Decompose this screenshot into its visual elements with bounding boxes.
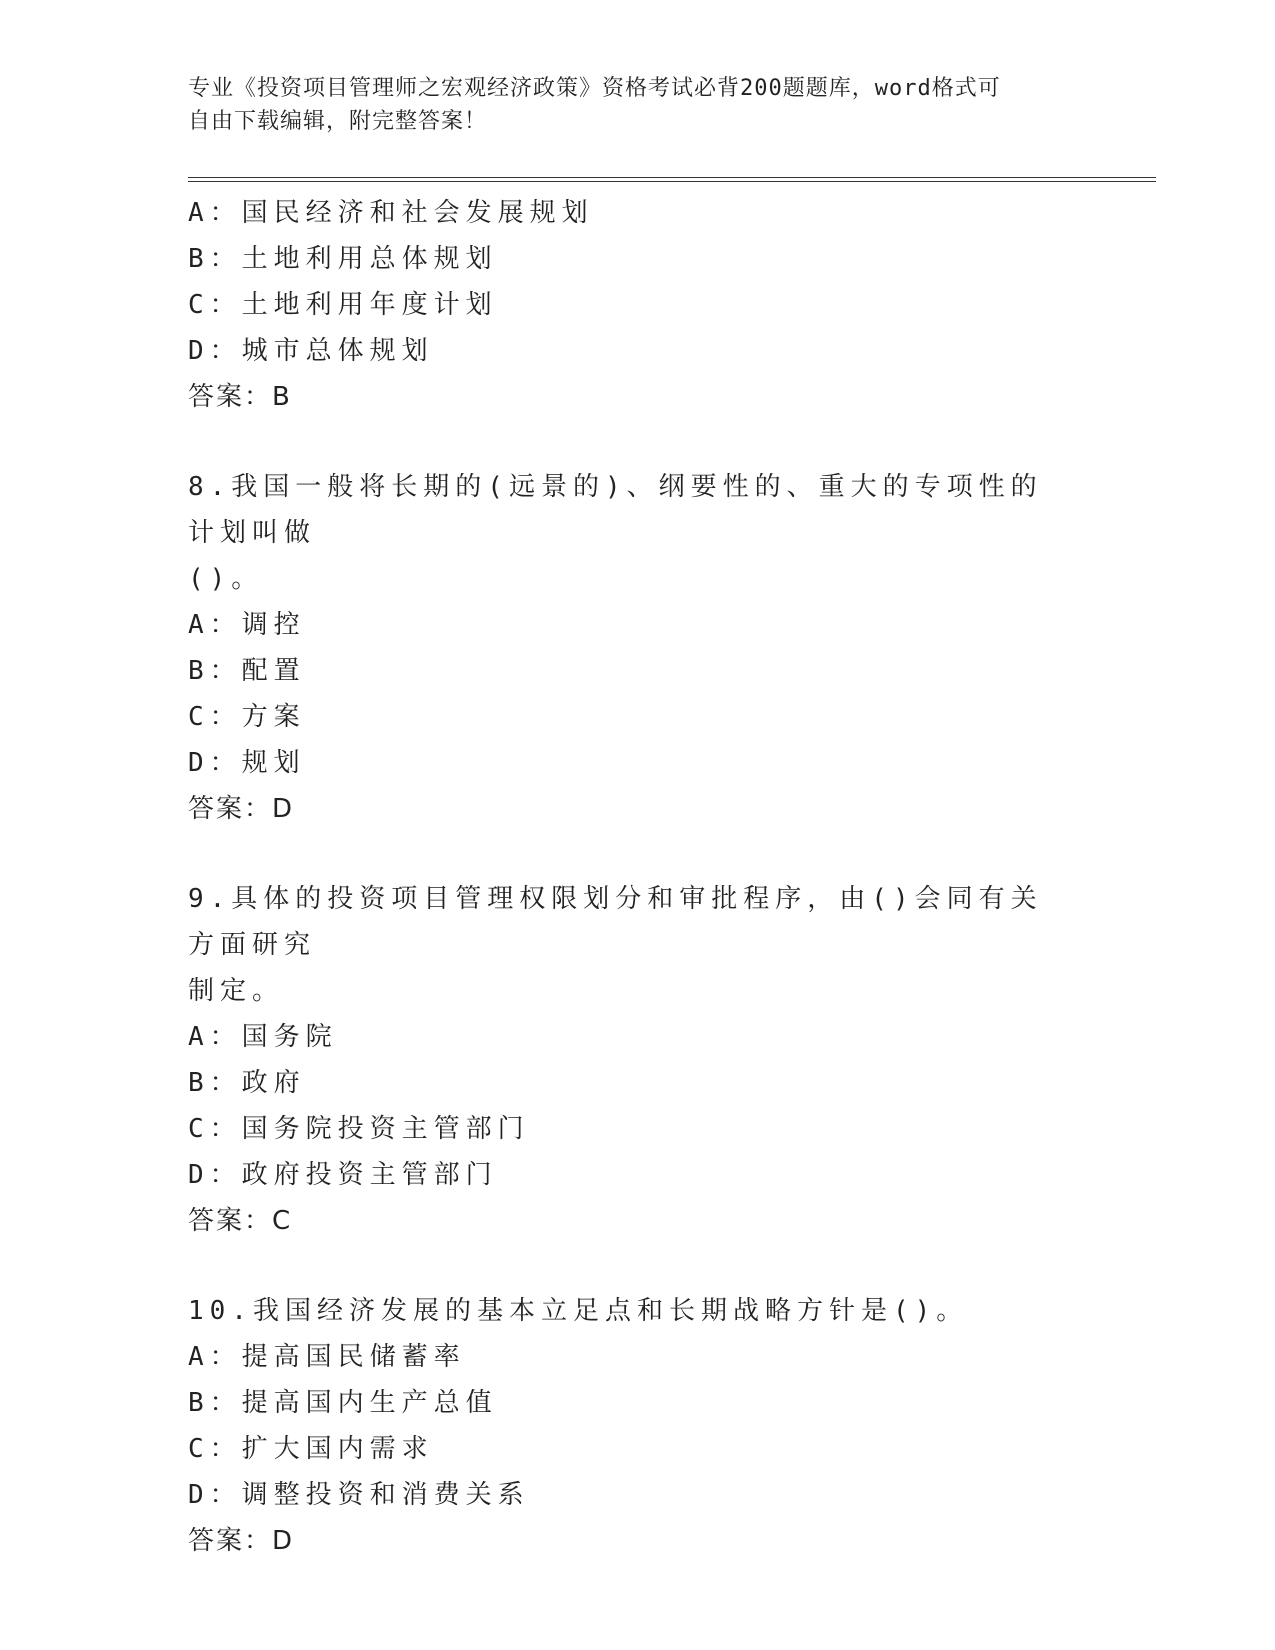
option-a: A：国务院	[188, 1022, 338, 1052]
option-c: C：土地利用年度计划	[188, 290, 498, 320]
option-d: D：政府投资主管部门	[188, 1160, 498, 1190]
header-line-2: 自由下载编辑，附完整答案！	[188, 109, 488, 134]
question-stem-line-1: 9.具体的投资项目管理权限划分和审批程序，由()会同有关方面研究	[188, 884, 1043, 960]
question-stem-line-1: 8.我国一般将长期的(远景的)、纲要性的、重大的专项性的计划叫做	[188, 472, 1043, 548]
question-stem-line-1: 10.我国经济发展的基本立足点和长期战略方针是()。	[188, 1296, 969, 1326]
question-10	[188, 1288, 1068, 1564]
option-d: D：调整投资和消费关系	[188, 1480, 530, 1510]
question-stem-line-2: 制定。	[188, 976, 285, 1006]
option-d: D：城市总体规划	[188, 336, 434, 366]
option-a: A：国民经济和社会发展规划	[188, 198, 594, 228]
answer: 答案：B	[188, 382, 292, 412]
question-list	[188, 190, 1068, 1564]
option-a: A：提高国民储蓄率	[188, 1342, 466, 1372]
header-line-1: 专业《投资项目管理师之宏观经济政策》资格考试必背200题题库，word格式可	[188, 76, 1001, 101]
option-b: B：配置	[188, 656, 306, 686]
question-9	[188, 876, 1068, 1244]
option-d: D：规划	[188, 748, 306, 778]
option-b: B：土地利用总体规划	[188, 244, 498, 274]
option-a: A：调控	[188, 610, 306, 640]
option-b: B：提高国内生产总值	[188, 1388, 498, 1418]
spacer	[188, 1244, 1068, 1288]
document-header	[188, 72, 1068, 138]
question-7	[188, 190, 1068, 420]
question-stem-line-2: ()。	[188, 564, 264, 594]
option-c: C：国务院投资主管部门	[188, 1114, 530, 1144]
question-8	[188, 464, 1068, 832]
option-c: C：扩大国内需求	[188, 1434, 434, 1464]
header-rule-top	[188, 177, 1156, 178]
header-rule-bottom	[188, 181, 1156, 182]
answer: 答案：D	[188, 794, 295, 824]
answer: 答案：D	[188, 1526, 295, 1556]
option-c: C：方案	[188, 702, 306, 732]
spacer	[188, 832, 1068, 876]
spacer	[188, 420, 1068, 464]
answer: 答案：C	[188, 1206, 293, 1236]
option-b: B：政府	[188, 1068, 306, 1098]
